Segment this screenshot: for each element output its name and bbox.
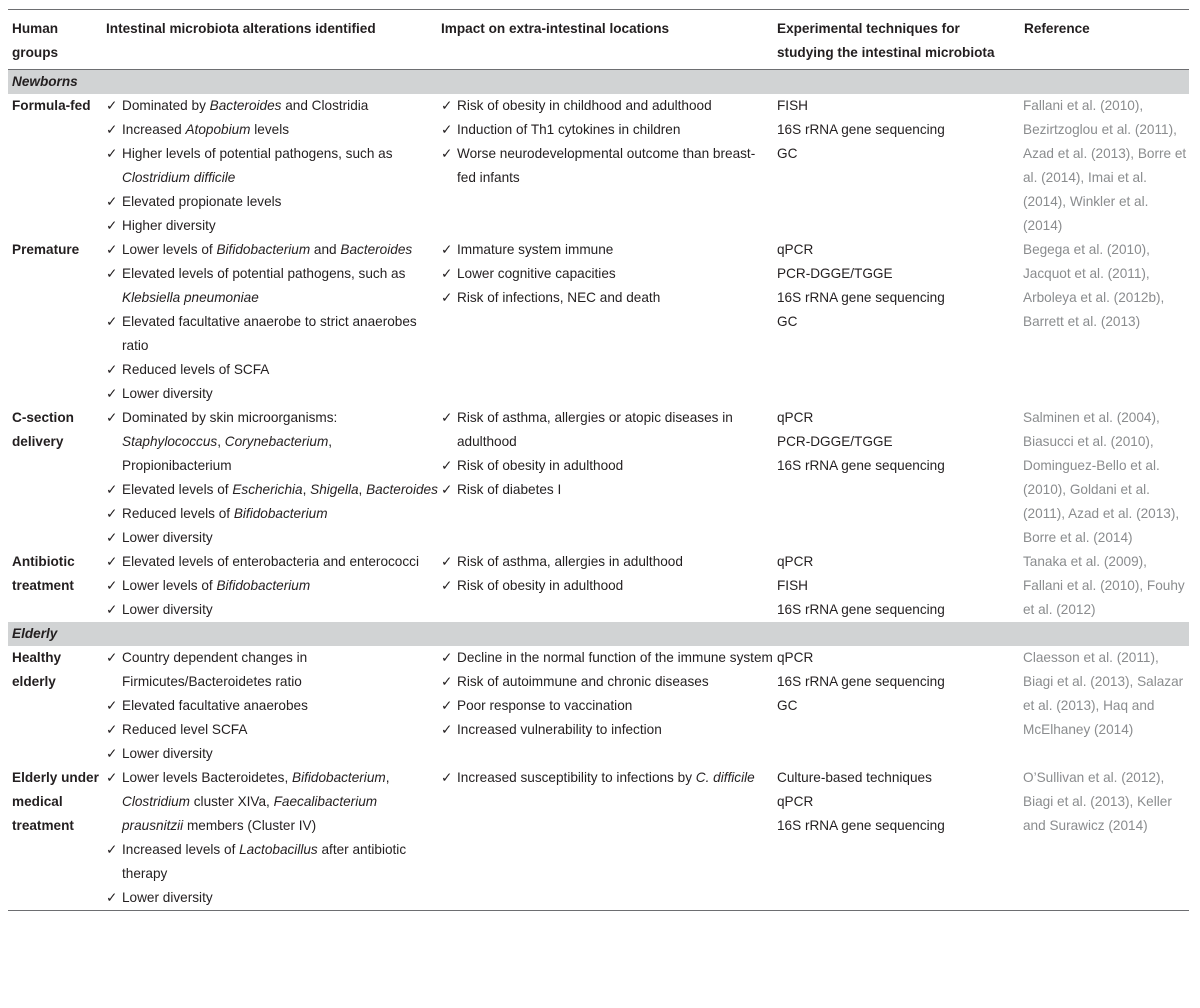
alteration-item [106, 718, 438, 742]
technique-item: FISH [777, 98, 808, 113]
reference-cell: Fallani et al. (2010), Bezirtzoglou et al. (2011), Azad et al. (2013), Borre et al. (2014), Imai et al. (2014), Winkler et al. (2014) [1023, 98, 1187, 233]
impact-item-text: Immature system immune [457, 242, 614, 257]
check-mark-icon: ✓ [106, 410, 118, 425]
human-group-cell: Antibiotic treatment [12, 554, 75, 593]
alterations-cell [103, 550, 438, 622]
technique-item: 16S rRNA gene sequencing [777, 122, 945, 137]
check-mark-icon: ✓ [106, 194, 118, 209]
impact-item [441, 670, 773, 694]
impact-item [441, 718, 773, 742]
check-mark-icon: ✓ [441, 554, 453, 569]
alteration-item-text: Reduced level SCFA [122, 722, 248, 737]
alterations-cell [103, 406, 438, 550]
alterations-cell [103, 94, 438, 238]
check-mark-icon: ✓ [441, 146, 453, 161]
check-mark-icon: ✓ [441, 482, 453, 497]
alteration-item [106, 406, 438, 478]
alteration-item-text: Higher levels of potential pathogens, such as Clostridium difficile [122, 146, 393, 185]
check-mark-icon: ✓ [441, 458, 453, 473]
technique-item: PCR-DGGE/TGGE [777, 266, 893, 281]
alteration-item-text: Lower diversity [122, 746, 213, 761]
check-mark-icon: ✓ [106, 746, 118, 761]
technique-item: 16S rRNA gene sequencing [777, 674, 945, 689]
alteration-item-text: Lower diversity [122, 530, 213, 545]
check-mark-icon: ✓ [441, 242, 453, 257]
alteration-item [106, 262, 438, 310]
impact-item [441, 94, 773, 118]
alteration-item-text: Dominated by Bacteroides and Clostridia [122, 98, 369, 113]
impact-item [441, 238, 773, 262]
alteration-item-text: Lower diversity [122, 602, 213, 617]
impact-item-text: Increased susceptibility to infections by C. difficile [457, 770, 755, 785]
impact-cell [438, 406, 773, 550]
impact-item-text: Risk of obesity in adulthood [457, 578, 624, 593]
human-group-cell: Premature [12, 242, 80, 257]
technique-item: PCR-DGGE/TGGE [777, 434, 893, 449]
check-mark-icon: ✓ [106, 602, 118, 617]
impact-item-text: Risk of diabetes I [457, 482, 562, 497]
alteration-item-text: Lower diversity [122, 386, 213, 401]
section-row [8, 622, 1189, 646]
alteration-item [106, 526, 438, 550]
reference-cell: Salminen et al. (2004), Biasucci et al. (2010), Dominguez-Bello et al. (2010), Goldani et al. (2011), Azad et al. (2013), Borre et al. (2014) [1023, 410, 1180, 545]
reference-cell: Begega et al. (2010), Jacquot et al. (2011), Arboleya et al. (2012b), Barrett et al. (2013) [1023, 242, 1165, 329]
alteration-item [106, 742, 438, 766]
alterations-cell [103, 238, 438, 406]
check-mark-icon: ✓ [441, 674, 453, 689]
alteration-item-text: Dominated by skin microorganisms: Staphylococcus, Corynebacterium, Propionibacterium [122, 410, 338, 473]
check-mark-icon: ✓ [441, 650, 453, 665]
check-mark-icon: ✓ [106, 770, 118, 785]
human-group-cell: Healthy elderly [12, 650, 62, 689]
technique-item: 16S rRNA gene sequencing [777, 602, 945, 617]
technique-item: qPCR [777, 242, 814, 257]
alteration-item-text: Elevated propionate levels [122, 194, 282, 209]
alteration-item [106, 766, 438, 838]
alteration-item [106, 190, 438, 214]
technique-item: Culture-based techniques [777, 770, 932, 785]
impact-item-text: Risk of infections, NEC and death [457, 290, 661, 305]
techniques-cell [773, 238, 1020, 406]
alteration-item [106, 358, 438, 382]
technique-item: qPCR [777, 650, 814, 665]
check-mark-icon: ✓ [106, 314, 118, 329]
impact-cell [438, 766, 773, 911]
technique-item: qPCR [777, 554, 814, 569]
check-mark-icon: ✓ [106, 98, 118, 113]
check-mark-icon: ✓ [106, 146, 118, 161]
alteration-item-text: Higher diversity [122, 218, 216, 233]
alteration-item-text: Elevated levels of potential pathogens, such as Klebsiella pneumoniae [122, 266, 406, 305]
check-mark-icon: ✓ [106, 218, 118, 233]
alteration-item-text: Country dependent changes in Firmicutes/Bacteroidetes ratio [122, 650, 308, 689]
impact-item [441, 550, 773, 574]
check-mark-icon: ✓ [441, 410, 453, 425]
alteration-item-text: Increased levels of Lactobacillus after antibiotic therapy [122, 842, 407, 881]
check-mark-icon: ✓ [106, 362, 118, 377]
technique-item: GC [777, 698, 798, 713]
impact-cell [438, 646, 773, 766]
technique-item: 16S rRNA gene sequencing [777, 818, 945, 833]
alterations-cell [103, 646, 438, 766]
check-mark-icon: ✓ [106, 578, 118, 593]
impact-item-text: Risk of asthma, allergies in adulthood [457, 554, 683, 569]
alteration-item-text: Lower levels Bacteroidetes, Bifidobacterium, Clostridium cluster XIVa, Faecalibacterium prausnitzii members (Cluster IV) [122, 770, 390, 833]
alteration-item-text: Lower levels of Bifidobacterium and Bacteroides [122, 242, 413, 257]
reference-cell: Claesson et al. (2011), Biagi et al. (2013), Salazar et al. (2013), Haq and McElhaney (2014) [1023, 650, 1184, 737]
section-row [8, 70, 1189, 95]
table-row [8, 406, 1189, 550]
reference-cell: Tanaka et al. (2009), Fallani et al. (2010), Fouhy et al. (2012) [1023, 554, 1185, 617]
alteration-item-text: Reduced levels of SCFA [122, 362, 270, 377]
check-mark-icon: ✓ [441, 698, 453, 713]
check-mark-icon: ✓ [441, 722, 453, 737]
impact-item-text: Decline in the normal function of the immune system [457, 650, 773, 665]
microbiota-table [8, 9, 1189, 911]
impact-item [441, 142, 773, 190]
header-impact: Impact on extra-intestinal locations [441, 21, 670, 36]
check-mark-icon: ✓ [106, 122, 118, 137]
impact-item-text: Induction of Th1 cytokines in children [457, 122, 681, 137]
alteration-item [106, 502, 438, 526]
impact-item-text: Lower cognitive capacities [457, 266, 616, 281]
alteration-item-text: Increased Atopobium levels [122, 122, 290, 137]
alteration-item [106, 94, 438, 118]
check-mark-icon: ✓ [106, 842, 118, 857]
section-title: Elderly [8, 622, 1189, 646]
alteration-item [106, 310, 438, 358]
impact-item [441, 694, 773, 718]
impact-item [441, 478, 773, 502]
techniques-cell [773, 646, 1020, 766]
check-mark-icon: ✓ [106, 698, 118, 713]
header-reference: Reference [1024, 21, 1090, 36]
technique-item: FISH [777, 578, 808, 593]
impact-cell [438, 94, 773, 238]
header-alterations: Intestinal microbiota alterations identified [106, 21, 376, 36]
alteration-item [106, 550, 438, 574]
impact-item-text: Worse neurodevelopmental outcome than breast-fed infants [457, 146, 756, 185]
check-mark-icon: ✓ [441, 98, 453, 113]
alteration-item [106, 886, 438, 910]
impact-cell [438, 550, 773, 622]
technique-item: GC [777, 314, 798, 329]
human-group-cell: C-section delivery [12, 410, 74, 449]
alteration-item [106, 694, 438, 718]
techniques-cell [773, 94, 1020, 238]
table-row [8, 94, 1189, 238]
technique-item: 16S rRNA gene sequencing [777, 290, 945, 305]
bottom-rule [8, 911, 1189, 912]
table-row [8, 550, 1189, 622]
alteration-item [106, 214, 438, 238]
alteration-item [106, 238, 438, 262]
technique-item: GC [777, 146, 798, 161]
impact-item [441, 766, 773, 790]
table-row [8, 646, 1189, 766]
techniques-cell [773, 550, 1020, 622]
table-row [8, 766, 1189, 911]
alteration-item [106, 574, 438, 598]
impact-item-text: Risk of asthma, allergies or atopic diseases in adulthood [457, 410, 733, 449]
alteration-item [106, 478, 438, 502]
table-body [8, 70, 1189, 911]
alteration-item-text: Elevated levels of enterobacteria and enterococci [122, 554, 419, 569]
alteration-item-text: Elevated levels of Escherichia, Shigella, Bacteroides [122, 482, 438, 497]
impact-item [441, 118, 773, 142]
check-mark-icon: ✓ [441, 578, 453, 593]
check-mark-icon: ✓ [106, 722, 118, 737]
header-human-groups: Human groups [12, 21, 59, 60]
technique-item: qPCR [777, 410, 814, 425]
techniques-cell [773, 406, 1020, 550]
check-mark-icon: ✓ [106, 482, 118, 497]
check-mark-icon: ✓ [106, 506, 118, 521]
impact-item [441, 454, 773, 478]
check-mark-icon: ✓ [106, 650, 118, 665]
check-mark-icon: ✓ [106, 890, 118, 905]
technique-item: qPCR [777, 794, 814, 809]
check-mark-icon: ✓ [441, 266, 453, 281]
impact-cell [438, 238, 773, 406]
alteration-item-text: Reduced levels of Bifidobacterium [122, 506, 328, 521]
check-mark-icon: ✓ [106, 386, 118, 401]
impact-item-text: Risk of obesity in adulthood [457, 458, 624, 473]
impact-item [441, 574, 773, 598]
impact-item [441, 286, 773, 310]
header-techniques: Experimental techniques for studying the intestinal microbiota [777, 21, 995, 60]
human-group-cell: Elderly under medical treatment [12, 770, 99, 833]
alterations-cell [103, 766, 438, 911]
human-group-cell: Formula-fed [12, 98, 91, 113]
check-mark-icon: ✓ [441, 122, 453, 137]
technique-item: 16S rRNA gene sequencing [777, 458, 945, 473]
check-mark-icon: ✓ [441, 770, 453, 785]
alteration-item [106, 118, 438, 142]
table-row [8, 238, 1189, 406]
check-mark-icon: ✓ [441, 290, 453, 305]
alteration-item [106, 142, 438, 190]
impact-item-text: Risk of autoimmune and chronic diseases [457, 674, 709, 689]
table-header [8, 10, 1189, 70]
techniques-cell [773, 766, 1020, 911]
alteration-item [106, 646, 438, 694]
impact-item-text: Risk of obesity in childhood and adulthood [457, 98, 712, 113]
alteration-item [106, 598, 438, 622]
alteration-item-text: Lower levels of Bifidobacterium [122, 578, 311, 593]
section-title: Newborns [8, 70, 1189, 95]
impact-item [441, 646, 773, 670]
check-mark-icon: ✓ [106, 554, 118, 569]
impact-item-text: Poor response to vaccination [457, 698, 633, 713]
impact-item-text: Increased vulnerability to infection [457, 722, 662, 737]
alteration-item-text: Lower diversity [122, 890, 213, 905]
alteration-item-text: Elevated facultative anaerobes [122, 698, 308, 713]
check-mark-icon: ✓ [106, 530, 118, 545]
reference-cell: O’Sullivan et al. (2012), Biagi et al. (2013), Keller and Surawicz (2014) [1023, 770, 1172, 833]
alteration-item-text: Elevated facultative anaerobe to strict anaerobes ratio [122, 314, 417, 353]
alteration-item [106, 382, 438, 406]
impact-item [441, 262, 773, 286]
alteration-item [106, 838, 438, 886]
impact-item [441, 406, 773, 454]
check-mark-icon: ✓ [106, 242, 118, 257]
check-mark-icon: ✓ [106, 266, 118, 281]
